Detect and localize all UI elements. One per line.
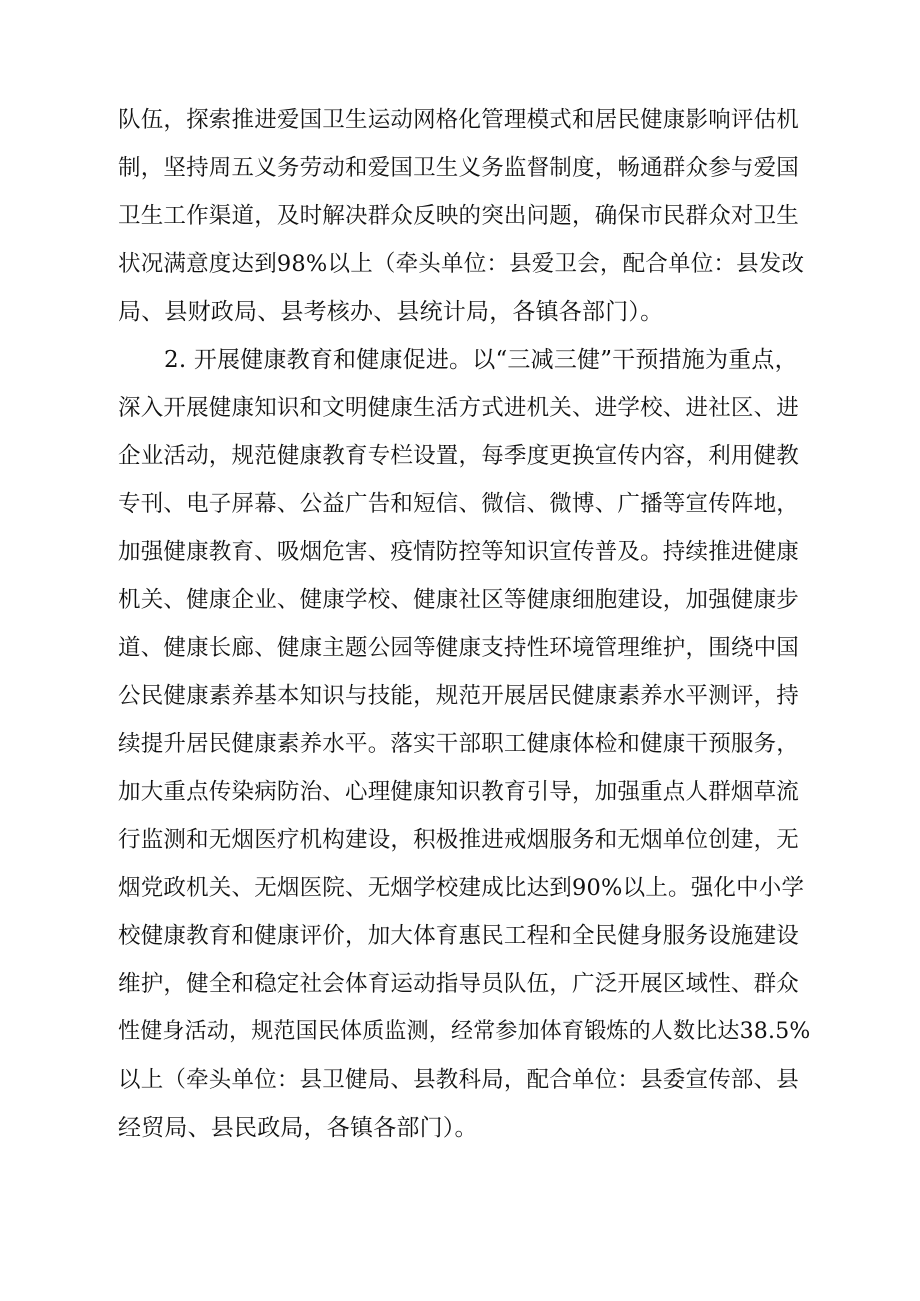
- paragraph-line: 维护，健全和稳定社会体育运动指导员队伍，广泛开展区域性、群众: [118, 971, 800, 997]
- paragraph-line: 专刊、电子屏幕、公益广告和短信、微信、微博、广播等宣传阵地，: [118, 491, 800, 517]
- paragraph-line: 性健身活动，规范国民体质监测，经常参加体育锻炼的人数比达38.5%: [118, 1019, 811, 1044]
- paragraph-line: 续提升居民健康素养水平。落实干部职工健康体检和健康干预服务，: [118, 731, 800, 757]
- paragraph-line: 深入开展健康知识和文明健康生活方式进机关、进学校、进社区、进: [118, 395, 800, 421]
- paragraph-line: 烟党政机关、无烟医院、无烟学校建成比达到90%以上。强化中小学: [118, 875, 805, 901]
- paragraph-line: 校健康教育和健康评价，加大体育惠民工程和全民健身服务设施建设: [118, 923, 800, 949]
- paragraph-line: 制，坚持周五义务劳动和爱国卫生义务监督制度，畅通群众参与爱国: [118, 155, 800, 181]
- paragraph-line: 局、县财政局、县考核办、县统计局，各镇各部门）。: [118, 299, 664, 325]
- paragraph-line: 经贸局、县民政局，各镇各部门）。: [118, 1115, 478, 1141]
- paragraph-line: 公民健康素养基本知识与技能，规范开展居民健康素养水平测评，持: [118, 683, 800, 709]
- paragraph-line: 卫生工作渠道，及时解决群众反映的突出问题，确保市民群众对卫生: [118, 203, 800, 229]
- paragraph-line: 2. 开展健康教育和健康促进。以“三减三健”干预措施为重点，: [164, 347, 798, 373]
- paragraph-line: 机关、健康企业、健康学校、健康社区等健康细胞建设，加强健康步: [118, 587, 800, 613]
- paragraph-line: 加强健康教育、吸烟危害、疫情防控等知识宣传普及。持续推进健康: [118, 539, 800, 565]
- paragraph-line: 行监测和无烟医疗机构建设，积极推进戒烟服务和无烟单位创建，无: [118, 827, 800, 853]
- paragraph-line: 队伍，探索推进爱国卫生运动网格化管理模式和居民健康影响评估机: [118, 107, 800, 133]
- paragraph-line: 道、健康长廊、健康主题公园等健康支持性环境管理维护，围绕中国: [118, 635, 800, 661]
- paragraph-line: 加大重点传染病防治、心理健康知识教育引导，加强重点人群烟草流: [118, 779, 800, 805]
- paragraph-line: 状况满意度达到98%以上（牵头单位：县爱卫会，配合单位：县发改: [118, 251, 805, 277]
- paragraph-line: 以上（牵头单位：县卫健局、县教科局，配合单位：县委宣传部、县: [118, 1067, 800, 1093]
- paragraph-line: 企业活动，规范健康教育专栏设置，每季度更换宣传内容，利用健教: [118, 443, 800, 469]
